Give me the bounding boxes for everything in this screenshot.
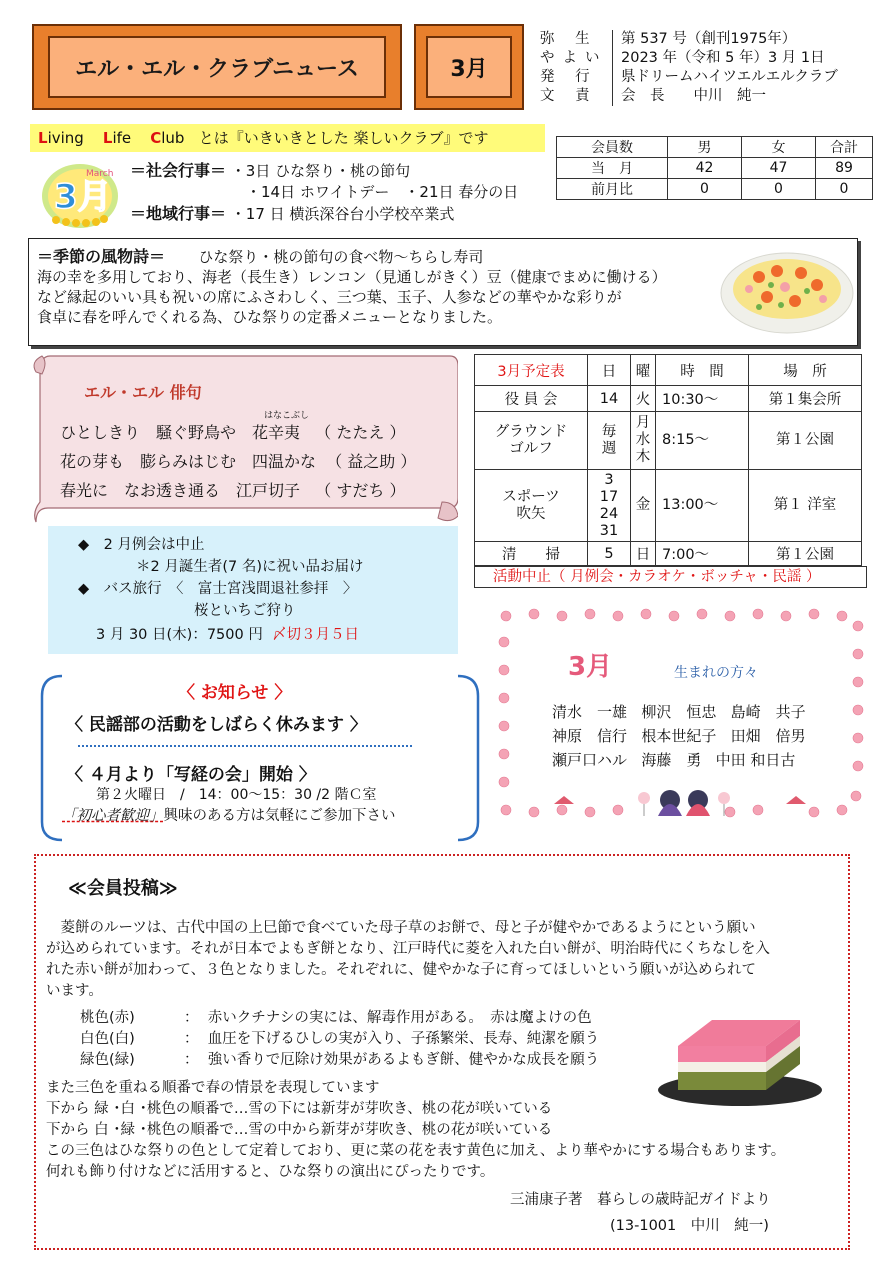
birthday-card <box>494 606 866 820</box>
schedule-activity: 役 員 会 <box>475 386 588 412</box>
stats-female: 0 <box>742 179 816 200</box>
haiku-author: （ たたえ ） <box>315 423 406 442</box>
birthday-month: 3月 <box>568 652 613 682</box>
march-label: March <box>86 169 114 179</box>
banner-initial: L <box>102 129 113 147</box>
haiku-line: ひとしきり 騒ぐ野鳥や 花辛夷 （ たたえ ） <box>60 423 406 442</box>
seasonal-line: 海の幸を多用しており、海老（長生き）レンコン（見通しがきく）豆（健康でまめに働ける） <box>37 268 667 286</box>
stats-header: 男 <box>668 137 742 158</box>
issue-month-box <box>414 24 524 110</box>
banner-word: lub <box>161 129 185 147</box>
local-event: ・17 日 横浜深谷台小学校卒業式 <box>230 205 455 223</box>
birthday-names <box>552 700 806 772</box>
schedule-activity: 清 掃 <box>475 542 588 566</box>
hishimochi-image <box>648 1006 828 1116</box>
member-name: 海藤 勇 <box>641 751 702 769</box>
schedule-header: 日 <box>588 355 631 386</box>
member-name: 島崎 共子 <box>730 703 806 721</box>
post-line: います。 <box>46 983 103 999</box>
stats-male: 0 <box>668 179 742 200</box>
haiku-author: （ 益之助 ） <box>326 452 417 471</box>
banner-word: ife <box>112 129 132 147</box>
schedule-header-row <box>475 355 862 386</box>
seasonal-subtitle: ひな祭り・桃の節句の食べ物～ちらし寿司 <box>198 248 484 266</box>
birthday-title: 生まれの方々 <box>674 665 758 681</box>
schedule-row <box>475 386 862 412</box>
suspended-activities: 活動中止（ 月例会・カラオケ・ボッチャ・民謡 ） <box>474 566 867 588</box>
post-line: が込められています。それが日本でよもぎ餅となり、江戸時代に菱を入れた白い餅が、明治時代にくちなしを入 <box>46 941 770 957</box>
info-value: 県ドリームハイツエルエルクラブ <box>621 69 838 85</box>
banner-initial: L <box>38 129 48 147</box>
info-value: 2023 年（令和 5 年）3 月 1日 <box>621 50 825 66</box>
announcements-title: 〈 お知らせ 〉 <box>178 683 292 703</box>
member-name: 神原 信行 <box>552 727 628 745</box>
deadline: 〆切３月５日 <box>272 627 360 643</box>
stats-label: 当 月 <box>557 158 668 179</box>
banner-initial: C <box>150 129 162 147</box>
schedule-place: 第１公園 <box>749 412 862 470</box>
local-events-heading: ＝地域行事＝ <box>130 204 227 223</box>
stats-header: 合計 <box>816 137 873 158</box>
club-motto-banner <box>30 124 545 152</box>
schedule-activity: グラウンド ゴルフ <box>475 412 588 470</box>
haiku-line: 春光に なお透き通る 江戸切子 （ すだち ） <box>60 481 406 500</box>
issue-info-row <box>540 30 838 49</box>
schedule-activity: スポーツ 吹矢 <box>475 470 588 542</box>
stats-male: 42 <box>668 158 742 179</box>
post-intro <box>46 918 846 1002</box>
banner-word: iving <box>47 129 84 147</box>
announcement-detail: 「初心者歓迎」興味のある方は気軽にご参加下さい <box>62 808 396 824</box>
february-notice <box>48 526 458 654</box>
schedule-row <box>475 542 862 566</box>
info-key: 弥 生 <box>540 30 613 49</box>
info-value: 第 537 号（創刊1975年） <box>621 31 797 47</box>
member-name: 柳沢 恒忠 <box>641 703 717 721</box>
post-line: 下から 白 ･緑 ･桃色の順番で…雪の中から新芽が芽吹き、桃の花が咲いている <box>46 1122 553 1138</box>
notice-line: ＊2 月誕生者(7 名)に祝い品お届け <box>136 559 364 575</box>
haiku-title: エル・エル 俳句 <box>84 383 202 402</box>
haiku-ruby: はなこぶし <box>264 411 310 421</box>
haiku-scroll <box>30 352 458 526</box>
schedule-place: 第１公園 <box>749 542 862 566</box>
stats-header: 会員数 <box>557 137 668 158</box>
post-line: この三色はひな祭りの色として定着しており、更に菜の花を表す黄色に加え、より華やかにする場合もあります。 <box>46 1143 786 1159</box>
social-event: ・14日 ホワイトデー ・21日 春分の日 <box>246 183 519 201</box>
schedule-time: 8:15～ <box>656 412 749 470</box>
member-name: 中田 和日古 <box>715 751 796 769</box>
seasonal-feature <box>28 238 858 346</box>
color-meanings <box>80 1008 599 1071</box>
seasonal-heading: ＝季節の風物詩＝ <box>37 247 166 266</box>
march-calendar-icon <box>40 158 124 228</box>
issue-info-row <box>540 68 838 87</box>
post-line: れた赤い餅が加わって、３色となりました。それぞれに、健やかな子に育ってほしいという願いが込められて <box>46 962 757 978</box>
issue-info-row <box>540 87 838 106</box>
color-meaning: 緑色(緑) ： 強い香りで厄除け効果があるよもぎ餅、健やかな成長を願う <box>80 1052 600 1068</box>
schedule-header: 時 間 <box>656 355 749 386</box>
seasonal-line: など縁起のいい具も祝いの席にふさわしく、三つ葉、玉子、人参などの華やかな彩りが <box>37 288 622 306</box>
social-event: ・3日 ひな祭り・桃の節句 <box>230 162 411 180</box>
posts-heading: ≪会員投稿≫ <box>68 878 178 899</box>
schedule-day: 14 <box>588 386 631 412</box>
announcement-item: 〈 ４月より「写経の会」開始 〉 <box>66 765 316 785</box>
schedule-header: 曜 <box>631 355 656 386</box>
stats-row <box>557 158 873 179</box>
newsletter-title-box <box>32 24 402 110</box>
post-source: 三浦康子著 暮らしの歳時記ガイドより <box>510 1192 771 1208</box>
info-key: やよい <box>540 49 613 68</box>
schedule-place: 第１ 洋室 <box>749 470 862 542</box>
march-schedule-table <box>474 354 862 566</box>
info-key: 発 行 <box>540 68 613 87</box>
stats-header-row <box>557 137 873 158</box>
stats-female: 47 <box>742 158 816 179</box>
color-meaning: 白色(白) ： 血圧を下げるひしの実が入り、子孫繁栄、長寿、純潔を願う <box>80 1031 600 1047</box>
schedule-place: 第１集会所 <box>749 386 862 412</box>
notice-line: 桜といちご狩り <box>194 603 296 619</box>
post-line: 下から 緑 ･白 ･桃色の順番で…雪の下には新芽が芽吹き、桃の花が咲いている <box>46 1101 553 1117</box>
schedule-time: 13:00～ <box>656 470 749 542</box>
info-value: 会 長 中川 純一 <box>621 88 766 104</box>
stats-header: 女 <box>742 137 816 158</box>
haiku-list <box>60 418 416 505</box>
schedule-header: 3月予定表 <box>475 355 588 386</box>
schedule-weekday: 火 <box>631 386 656 412</box>
schedule-header: 場 所 <box>749 355 862 386</box>
member-stats-table <box>556 136 873 200</box>
schedule-row <box>475 412 862 470</box>
post-signature: (13-1001 中川 純一) <box>610 1218 769 1234</box>
stats-row <box>557 179 873 200</box>
haiku-author: （ すだち ） <box>315 481 406 500</box>
announcement-detail: 第２火曜日 / 14：00～15：30 /2 階Ｃ室 <box>96 787 377 803</box>
member-posts <box>34 854 850 1250</box>
birthday-row <box>552 748 806 772</box>
banner-text: とは『いきいきとした 楽しいクラブ』です <box>198 129 489 147</box>
newsletter-title: エル・エル・クラブニュース <box>48 36 386 98</box>
march-big-label: 3月 <box>54 177 112 217</box>
color-meaning: 桃色(赤) ： 赤いクチナシの実には、解毒作用がある。 赤は魔よけの色 <box>80 1010 592 1026</box>
stats-total: 0 <box>816 179 873 200</box>
schedule-time: 10:30～ <box>656 386 749 412</box>
stats-total: 89 <box>816 158 873 179</box>
haiku-line: 花の芽も 膨らみはじむ 四温かな （ 益之助 ） <box>60 452 417 471</box>
issue-month: 3月 <box>426 36 512 98</box>
post-line: また三色を重ねる順番で春の情景を表現しています <box>46 1080 380 1096</box>
schedule-day: 毎 週 <box>588 412 631 470</box>
birthday-row <box>552 700 806 724</box>
issue-info-row <box>540 49 838 68</box>
schedule-weekday: 日 <box>631 542 656 566</box>
monthly-events <box>130 160 518 225</box>
schedule-day: 5 <box>588 542 631 566</box>
announcements <box>38 672 482 844</box>
notice-line: ◆ 2 月例会は中止 <box>78 537 205 553</box>
schedule-weekday: 月 水 木 <box>631 412 656 470</box>
chirashi-sushi-image <box>719 241 855 344</box>
schedule-day: 3 17 24 31 <box>588 470 631 542</box>
birthday-row <box>552 724 806 748</box>
member-name: 瀬戸口ハル <box>552 751 628 769</box>
stats-label: 前月比 <box>557 179 668 200</box>
notice-line: 3 月 30 日(木)：7500 円 〆切３月５日 <box>96 627 360 643</box>
announcement-item: 〈 民謡部の活動をしばらく休みます 〉 <box>66 715 367 735</box>
social-events-heading: ＝社会行事＝ <box>130 161 227 180</box>
issue-info <box>540 30 838 106</box>
member-name: 根本世紀子 <box>641 727 717 745</box>
post-line: 菱餅のルーツは、古代中国の上巳節で食べていた母子草のお餅で、母と子が健やかであるようにという願い <box>46 920 756 936</box>
schedule-row <box>475 470 862 542</box>
member-name: 田畑 倍男 <box>730 727 806 745</box>
member-name: 清水 一雄 <box>552 703 628 721</box>
info-key: 文 責 <box>540 87 613 106</box>
notice-line: ◆ バス旅行 〈 富士宮浅間退社参拝 〉 <box>78 581 358 597</box>
seasonal-line: 食卓に春を呼んでくれる為、ひな祭りの定番メニューとなりました。 <box>37 308 503 326</box>
post-line: 何れも飾り付けなどに活用すると、ひな祭りの演出にぴったりです。 <box>46 1164 495 1180</box>
beginners-welcome: 「初心者歓迎」 <box>62 808 164 824</box>
schedule-time: 7:00～ <box>656 542 749 566</box>
schedule-weekday: 金 <box>631 470 656 542</box>
